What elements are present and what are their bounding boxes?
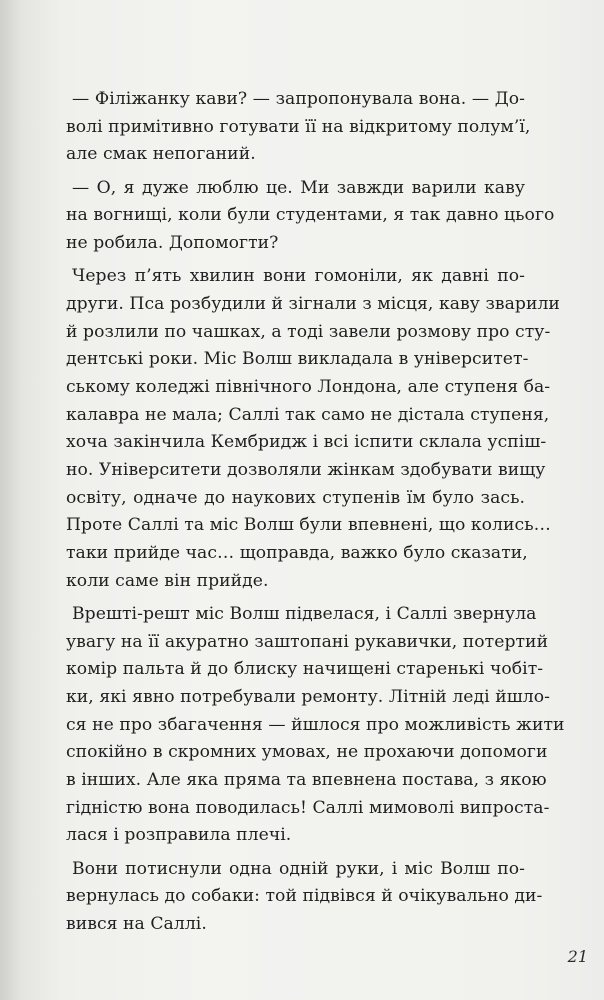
text-line: увагу на її акуратно заштопані рукавички, потертий — [66, 631, 549, 652]
text-line: калавра не мала; Саллі так само не дістала ступеня, — [66, 404, 550, 425]
paragraph — [66, 856, 543, 939]
text-line: вився на Саллі. — [66, 913, 207, 934]
text-line: не робила. Допомогти? — [66, 232, 279, 253]
text-line: й розлили по чашках, а тоді завели розмову про сту- — [66, 321, 551, 342]
text-line: спокійно в скромних умовах, не прохаючи допомоги — [66, 742, 548, 763]
text-line: в інших. Але яка пряма та впевнена постава, з якою — [66, 770, 547, 790]
text-line: вернулась до собаки: той підвівся й очікувально ди- — [66, 886, 543, 907]
text-line: волі примітивно готувати її на відкритому полум’ї, — [66, 116, 531, 137]
paragraph — [66, 601, 565, 850]
text-line: други. Пса розбудили й зігнали з місця, каву зварили — [66, 293, 560, 314]
paragraph — [66, 263, 560, 595]
text-line: таки прийде час… щоправда, важко було сказати, — [66, 543, 528, 563]
text-line: — Філіжанку кави? — запропонувала вона. — До- — [72, 89, 525, 109]
text-line: коли саме він прийде. — [66, 570, 269, 591]
text-line: на вогнищі, коли були студентами, я так давно цього — [66, 205, 555, 226]
text-line: гідністю вона поводилась! Саллі мимоволі випроста- — [66, 797, 550, 818]
page-number: 21 — [567, 947, 588, 966]
text-line: Проте Саллі та міс Волш були впевнені, що колись… — [66, 515, 551, 536]
text-line: ся не про збагачення — йшлося про можливість жити — [66, 714, 565, 735]
text-line: хоча закінчила Кембридж і всі іспити склала успіш- — [66, 432, 547, 453]
text-line: лася і розправила плечі. — [66, 825, 292, 846]
text-line: ки, які явно потребували ремонту. Літній леді йшло- — [66, 686, 550, 707]
text-line: но. Університети дозволяли жінкам здобувати вищу — [66, 459, 546, 480]
text-line: Врешті-решт міс Волш підвелася, і Саллі звернула — [72, 603, 537, 624]
text-line: Через п’ять хвилин вони гомоніли, як давні по- — [72, 266, 525, 287]
text-line: комір пальта й до блиску начищені старенькі чобіт- — [66, 659, 544, 680]
text-line: — О, я дуже люблю це. Ми завжди варили каву — [72, 177, 525, 198]
text-line: ському коледжі північного Лондона, але ступеня ба- — [66, 376, 551, 397]
text-line: але смак непоганий. — [66, 144, 256, 165]
book-page-text — [66, 86, 565, 944]
paragraph — [66, 175, 555, 258]
text-line: Вони потиснули одна одній руки, і міс Волш по- — [72, 858, 525, 879]
text-line: освіту, одначе до наукових ступенів їм було зась. — [66, 487, 525, 508]
paragraph — [66, 86, 531, 169]
text-line: дентські роки. Міс Волш викладала в університет- — [66, 349, 529, 370]
